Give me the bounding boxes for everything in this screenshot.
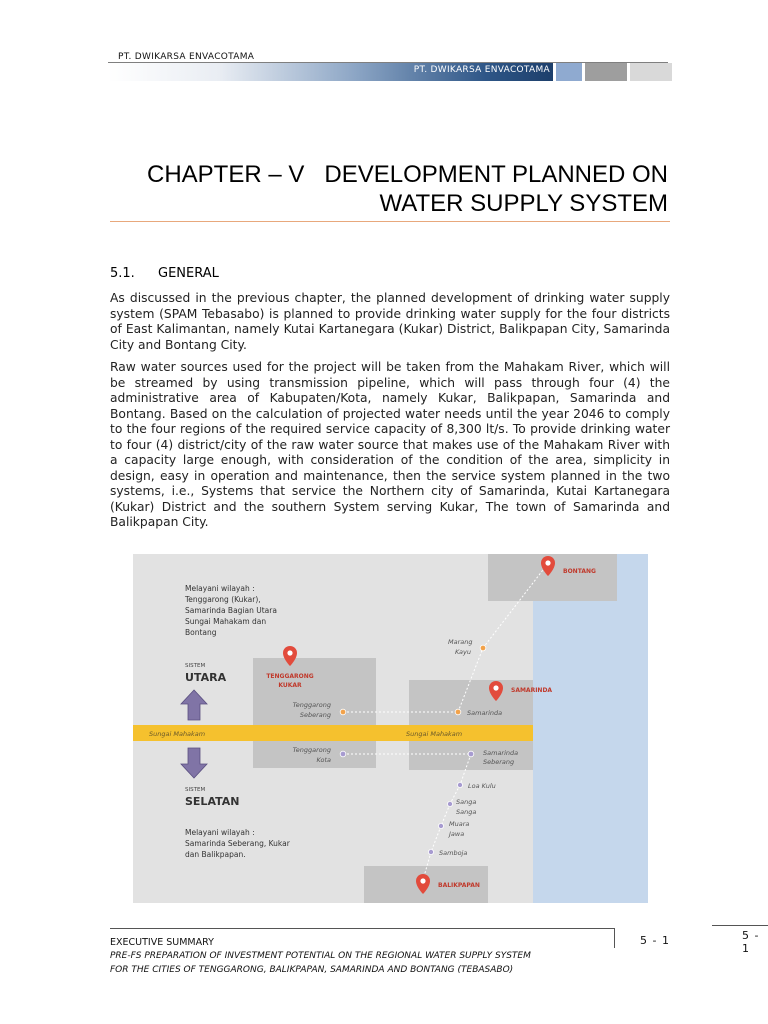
city-samarinda: SAMARINDA: [511, 687, 553, 694]
label-jawa: Jawa: [449, 830, 465, 838]
label-muara: Muara: [449, 820, 470, 828]
city-tenggarong: TENGGARONG: [266, 673, 314, 680]
header-company: PT. DWIKARSA ENVACOTAMA: [118, 52, 255, 62]
node-samarinda: [455, 709, 461, 715]
section-number: 5.1.: [110, 266, 135, 281]
city-bontang: BONTANG: [563, 568, 596, 575]
node-tenggarong-seberang: [340, 709, 346, 715]
svg-text:Sungai Mahakam dan: Sungai Mahakam dan: [185, 617, 267, 626]
label-tenggarong-kota-2: Kota: [316, 756, 331, 764]
south-system-name: SELATAN: [185, 795, 240, 808]
section-title: GENERAL: [158, 266, 219, 281]
label-marang: Marang: [448, 638, 473, 646]
svg-text:Melayani wilayah :: Melayani wilayah :: [185, 584, 255, 593]
header-band-text: PT. DWIKARSA ENVACOTAMA: [413, 65, 550, 75]
paragraph-2: Raw water sources used for the project will be taken from the Mahakam River, which will be streamed by using transmission pipeline, which will pass through four (4) the administrative area of Kabupaten/Kota, namely Kukar, Balikpapan, Samarinda and Bontang. Based on the calculation of projected water needs until the year 2046 to comply to the four regions of the required service capacity of 8,300 lt/s. To provide drinking water to four (4) district/city of the raw water source that makes use of the Mahakam River with a capacity large enough, with consideration of the condition of the area, simplicity in design, easy in operation and maintenance, then the service system planned in the two systems, i.e., Systems that service the Northern city of Samarinda, Kutai Kartanegara (Kukar) District and the southern System serving Kukar, The town of Samarinda and Balikpapan City.: [110, 360, 670, 529]
section-heading: [110, 266, 219, 281]
label-tenggarong-kota-1: Tenggarong: [292, 746, 331, 754]
chapter-title-line2: WATER SUPPLY SYSTEM: [379, 190, 668, 217]
svg-text:Bontang: Bontang: [185, 628, 217, 637]
node-samarinda-seberang: [468, 751, 474, 757]
footer-divider: [614, 928, 615, 948]
city-balikpapan: BALIKPAPAN: [438, 882, 480, 889]
footer-rule-right: [712, 925, 768, 926]
node-marang-kayu: [480, 645, 486, 651]
footer-project-line2: FOR THE CITIES OF TENGGARONG, BALIKPAPAN, SAMARINDA AND BONTANG (TEBASABO): [110, 965, 514, 975]
sea-area: [533, 554, 648, 903]
header-block-blue: [556, 63, 582, 81]
river-label-right: Sungai Mahakam: [406, 730, 463, 738]
header-block-gray: [585, 63, 627, 81]
header-block-light: [630, 63, 672, 81]
label-samarinda-seberang-2: Seberang: [483, 758, 515, 766]
node-muara-jawa: [438, 823, 443, 828]
svg-text:Tenggarong (Kukar),: Tenggarong (Kukar),: [185, 595, 261, 604]
chapter-title-line1: CHAPTER – V DEVELOPMENT PLANNED ON: [146, 161, 668, 188]
label-tenggarong-seberang-2: Seberang: [299, 711, 331, 719]
label-samboja: Samboja: [439, 849, 468, 857]
north-system-name: UTARA: [185, 671, 227, 684]
footer-rule: [110, 928, 615, 929]
label-kayu: Kayu: [455, 648, 471, 656]
footer-project-line1: PRE-FS PREPARATION OF INVESTMENT POTENTIAL ON THE REGIONAL WATER SUPPLY SYSTEM: [110, 951, 531, 961]
chapter-rule: [110, 221, 670, 222]
city-kukar: KUKAR: [278, 682, 302, 689]
node-loa-kulu: [457, 782, 462, 787]
label-samarinda-seberang-1: Samarinda: [483, 749, 519, 757]
footer-page-number: 5 - 1: [640, 934, 670, 947]
footer-page-number-overflow: 5 - 1: [742, 929, 760, 955]
north-system-label: SISTEM: [185, 663, 206, 669]
paragraph-1: As discussed in the previous chapter, the planned development of drinking water supply system (SPAM Tebasabo) is planned to provide drinking water supply for the four districts of East Kalimantan, namely Kutai Kartanegara (Kukar) District, Balikpapan City, Samarinda City and Bontang City.: [110, 291, 670, 352]
label-sanga-2: Sanga: [456, 808, 477, 816]
water-system-map: [133, 554, 648, 903]
label-tenggarong-seberang-1: Tenggarong: [292, 701, 331, 709]
label-sanga-1: Sanga: [456, 798, 477, 806]
svg-text:Samarinda Bagian Utara: Samarinda Bagian Utara: [185, 606, 277, 615]
footer-exec-summary: EXECUTIVE SUMMARY: [110, 937, 214, 948]
label-loa-kulu: Loa Kulu: [468, 782, 496, 790]
svg-text:dan Balikpapan.: dan Balikpapan.: [185, 850, 246, 859]
node-tenggarong-kota: [340, 751, 346, 757]
south-system-label: SISTEM: [185, 787, 206, 793]
node-sanga-sanga: [447, 801, 452, 806]
node-samboja: [428, 849, 433, 854]
label-samarinda: Samarinda: [467, 709, 503, 717]
chapter-title: [147, 160, 668, 218]
svg-text:Melayani wilayah :: Melayani wilayah :: [185, 828, 255, 837]
river-label-left: Sungai Mahakam: [149, 730, 206, 738]
svg-text:Samarinda Seberang, Kukar: Samarinda Seberang, Kukar: [185, 839, 290, 848]
